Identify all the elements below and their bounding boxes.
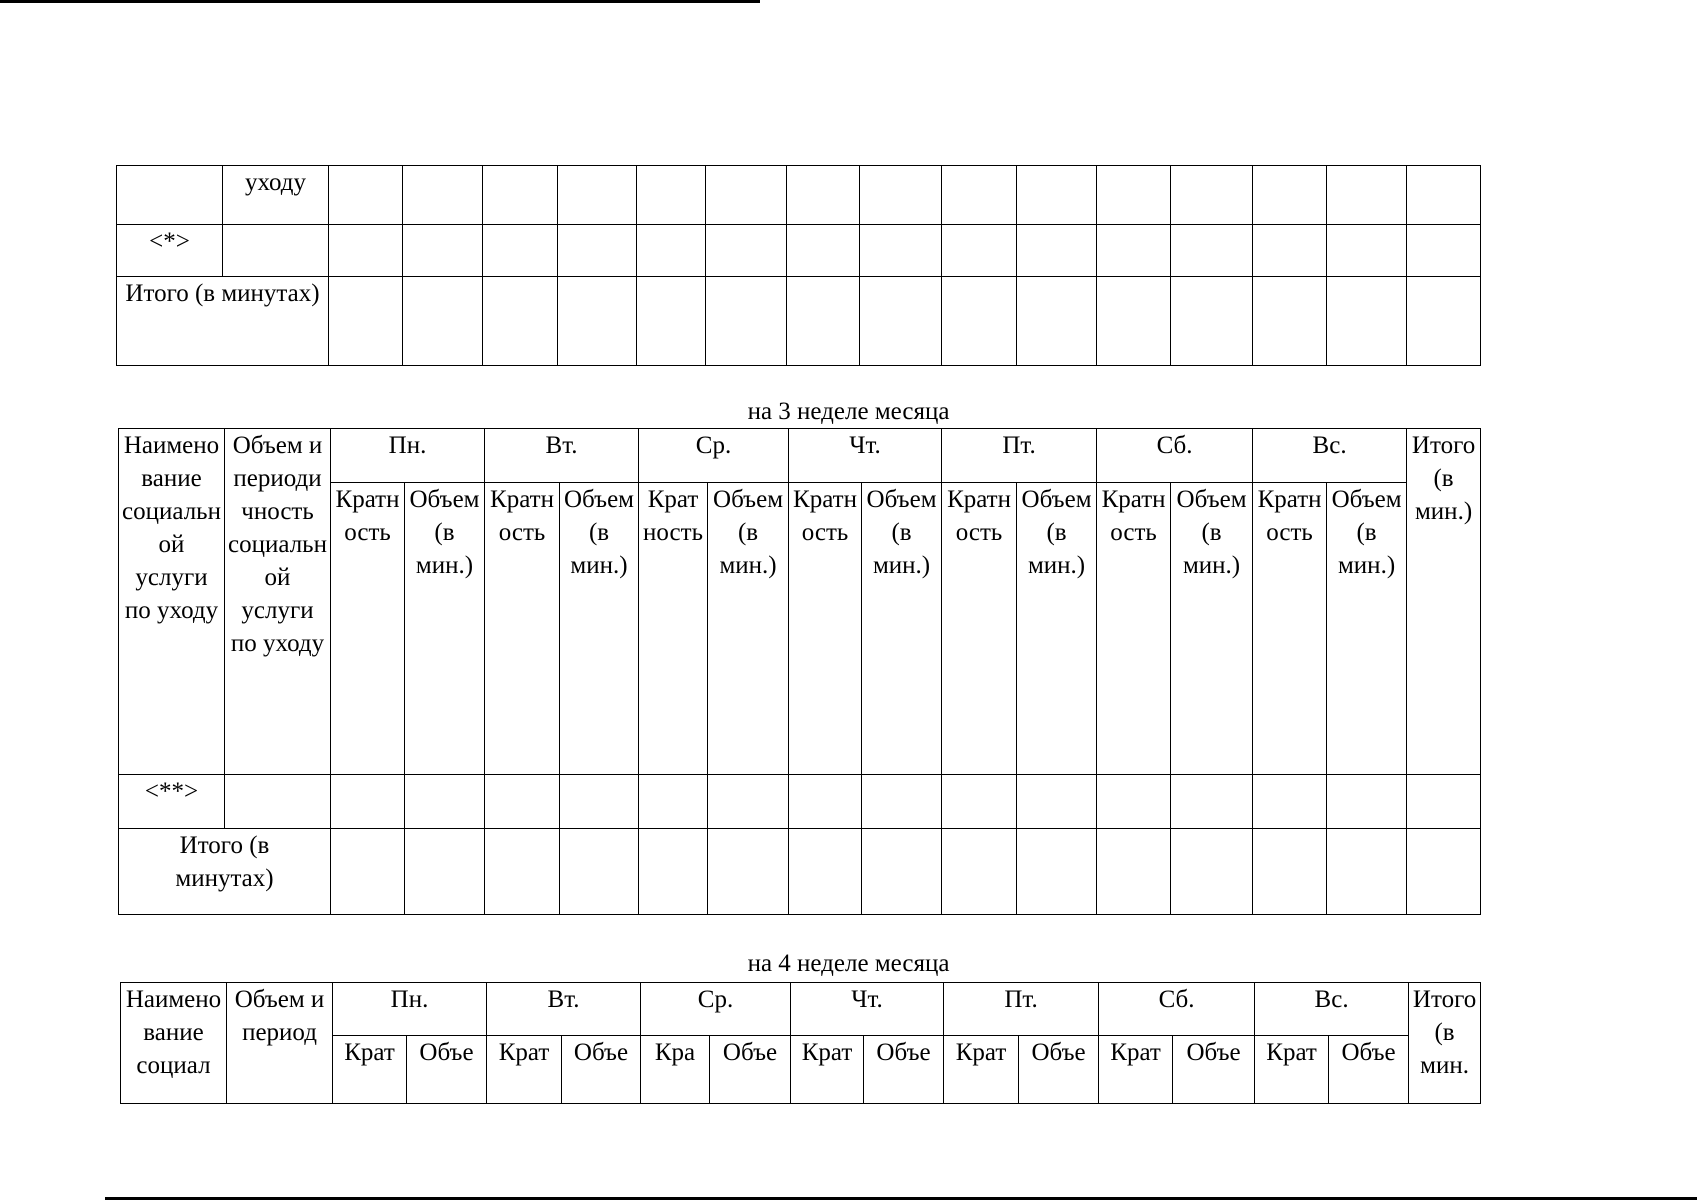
empty-cell (405, 829, 485, 915)
empty-cell (1327, 166, 1407, 225)
empty-cell (329, 277, 403, 366)
empty-cell (1407, 277, 1481, 366)
subheader-frequency: Кратность (1253, 483, 1327, 775)
empty-cell (403, 225, 483, 277)
day-header-tue: Вт. (485, 429, 639, 483)
empty-cell (637, 225, 706, 277)
empty-cell (708, 829, 789, 915)
empty-cell (789, 829, 862, 915)
week3-caption: на 3 неделе месяца (747, 398, 950, 425)
empty-cell (706, 277, 787, 366)
empty-cell (1253, 166, 1327, 225)
empty-cell (558, 277, 637, 366)
day-header-sun: Вс. (1255, 983, 1409, 1036)
empty-cell (560, 775, 639, 829)
day-header-thu: Чт. (789, 429, 942, 483)
empty-cell (1097, 277, 1171, 366)
subheader-volume: Объем (в мин.) (405, 483, 485, 775)
day-header-sat: Сб. (1097, 429, 1253, 483)
day-header-fri: Пт. (944, 983, 1099, 1036)
subheader-frequency: Крат (1255, 1036, 1329, 1104)
subheader-frequency: Крат (944, 1036, 1019, 1104)
header-row (119, 429, 1481, 483)
subheader-volume: Объем (в мин.) (862, 483, 942, 775)
empty-cell (942, 277, 1017, 366)
empty-cell (329, 166, 403, 225)
subheader-frequency: Крат (791, 1036, 864, 1104)
empty-cell (1253, 225, 1327, 277)
subheader-frequency: Кратность (639, 483, 708, 775)
empty-cell (485, 829, 560, 915)
empty-cell (942, 166, 1017, 225)
empty-cell (787, 166, 860, 225)
day-header-wed: Ср. (639, 429, 789, 483)
column-header-service-name: Наименование социал (121, 983, 227, 1104)
empty-cell (225, 775, 331, 829)
empty-cell (1171, 277, 1253, 366)
top-rule (0, 0, 760, 3)
empty-cell (483, 277, 558, 366)
column-header-total: Итого (в мин.) (1407, 429, 1481, 775)
day-header-tue: Вт. (487, 983, 641, 1036)
subheader-volume: Объе (1019, 1036, 1099, 1104)
day-header-fri: Пт. (942, 429, 1097, 483)
empty-cell (942, 829, 1017, 915)
empty-cell (1017, 829, 1097, 915)
table-row (117, 166, 1481, 225)
subheader-volume: Объе (1329, 1036, 1409, 1104)
subheader-volume: Объе (562, 1036, 641, 1104)
table-row (117, 225, 1481, 277)
subheader-frequency: Кратность (331, 483, 405, 775)
empty-cell (942, 225, 1017, 277)
subheader-volume: Объе (710, 1036, 791, 1104)
empty-cell (706, 166, 787, 225)
empty-cell (860, 166, 942, 225)
subheader-volume: Объе (864, 1036, 944, 1104)
empty-cell (403, 277, 483, 366)
total-row (119, 829, 1481, 915)
subheader-frequency: Кра (641, 1036, 710, 1104)
empty-cell (862, 829, 942, 915)
week2-table-continuation (116, 165, 1481, 366)
empty-cell (708, 775, 789, 829)
empty-cell (860, 277, 942, 366)
empty-cell (1017, 277, 1097, 366)
empty-cell (637, 166, 706, 225)
empty-cell (1407, 775, 1481, 829)
empty-cell (706, 225, 787, 277)
empty-cell (1327, 277, 1407, 366)
subheader-frequency: Кратность (1097, 483, 1171, 775)
subheader-frequency: Крат (487, 1036, 562, 1104)
empty-cell (1017, 775, 1097, 829)
header-row (121, 983, 1481, 1036)
subheader-frequency: Крат (1099, 1036, 1173, 1104)
day-header-mon: Пн. (331, 429, 485, 483)
empty-cell (1017, 225, 1097, 277)
subheader-frequency: Кратность (942, 483, 1017, 775)
empty-cell (1407, 225, 1481, 277)
column-header-volume-periodicity: Объем и периодичность социальной услуги по уходу (225, 429, 331, 775)
empty-cell (1097, 829, 1171, 915)
day-header-mon: Пн. (333, 983, 487, 1036)
empty-cell (789, 775, 862, 829)
subheader-volume: Объем (в мин.) (708, 483, 789, 775)
empty-cell (942, 775, 1017, 829)
total-row (117, 277, 1481, 366)
total-label: Итого (в минутах) (119, 829, 331, 915)
week3-table (118, 428, 1481, 915)
subheader-volume: Объе (407, 1036, 487, 1104)
empty-cell (485, 775, 560, 829)
column-header-service-name: Наименование социальной услуги по уходу (119, 429, 225, 775)
empty-cell (1407, 829, 1481, 915)
column-header-volume-periodicity: Объем и период (227, 983, 333, 1104)
day-header-thu: Чт. (791, 983, 944, 1036)
week4-caption: на 4 неделе месяца (747, 950, 950, 977)
empty-cell (1253, 829, 1327, 915)
footnote-marker: <*> (117, 225, 223, 277)
empty-cell (331, 829, 405, 915)
empty-cell (860, 225, 942, 277)
empty-cell (1171, 775, 1253, 829)
empty-cell (403, 166, 483, 225)
empty-cell (483, 225, 558, 277)
column-header-total: Итого (в мин. (1409, 983, 1481, 1104)
empty-cell (639, 829, 708, 915)
empty-cell (1253, 775, 1327, 829)
empty-cell (1327, 829, 1407, 915)
subheader-volume: Объем (в мин.) (1327, 483, 1407, 775)
empty-cell (1097, 775, 1171, 829)
empty-cell (1097, 166, 1171, 225)
empty-cell (560, 829, 639, 915)
empty-cell (639, 775, 708, 829)
service-volume-cell (223, 225, 329, 277)
empty-cell (787, 277, 860, 366)
subheader-frequency: Крат (333, 1036, 407, 1104)
empty-cell (1253, 277, 1327, 366)
empty-cell (787, 225, 860, 277)
day-header-wed: Ср. (641, 983, 791, 1036)
empty-cell (1407, 166, 1481, 225)
week4-table (120, 982, 1481, 1104)
empty-cell (1171, 166, 1253, 225)
subheader-frequency: Кратность (485, 483, 560, 775)
empty-cell (1097, 225, 1171, 277)
subheader-volume: Объе (1173, 1036, 1255, 1104)
empty-cell (1171, 225, 1253, 277)
empty-cell (1327, 775, 1407, 829)
footnote-marker: <**> (119, 775, 225, 829)
total-label: Итого (в минутах) (117, 277, 329, 366)
table-row (119, 775, 1481, 829)
empty-cell (637, 277, 706, 366)
empty-cell (483, 166, 558, 225)
empty-cell (1171, 829, 1253, 915)
empty-cell (331, 775, 405, 829)
subheader-volume: Объем (в мин.) (560, 483, 639, 775)
empty-cell (405, 775, 485, 829)
subheader-volume: Объем (в мин.) (1017, 483, 1097, 775)
empty-cell (558, 225, 637, 277)
service-volume-cell: уходу (223, 166, 329, 225)
subheader-frequency: Кратность (789, 483, 862, 775)
day-header-sat: Сб. (1099, 983, 1255, 1036)
day-header-sun: Вс. (1253, 429, 1407, 483)
subheader-volume: Объем (в мин.) (1171, 483, 1253, 775)
empty-cell (558, 166, 637, 225)
service-name-cell (117, 166, 223, 225)
empty-cell (1017, 166, 1097, 225)
empty-cell (1327, 225, 1407, 277)
empty-cell (862, 775, 942, 829)
empty-cell (329, 225, 403, 277)
